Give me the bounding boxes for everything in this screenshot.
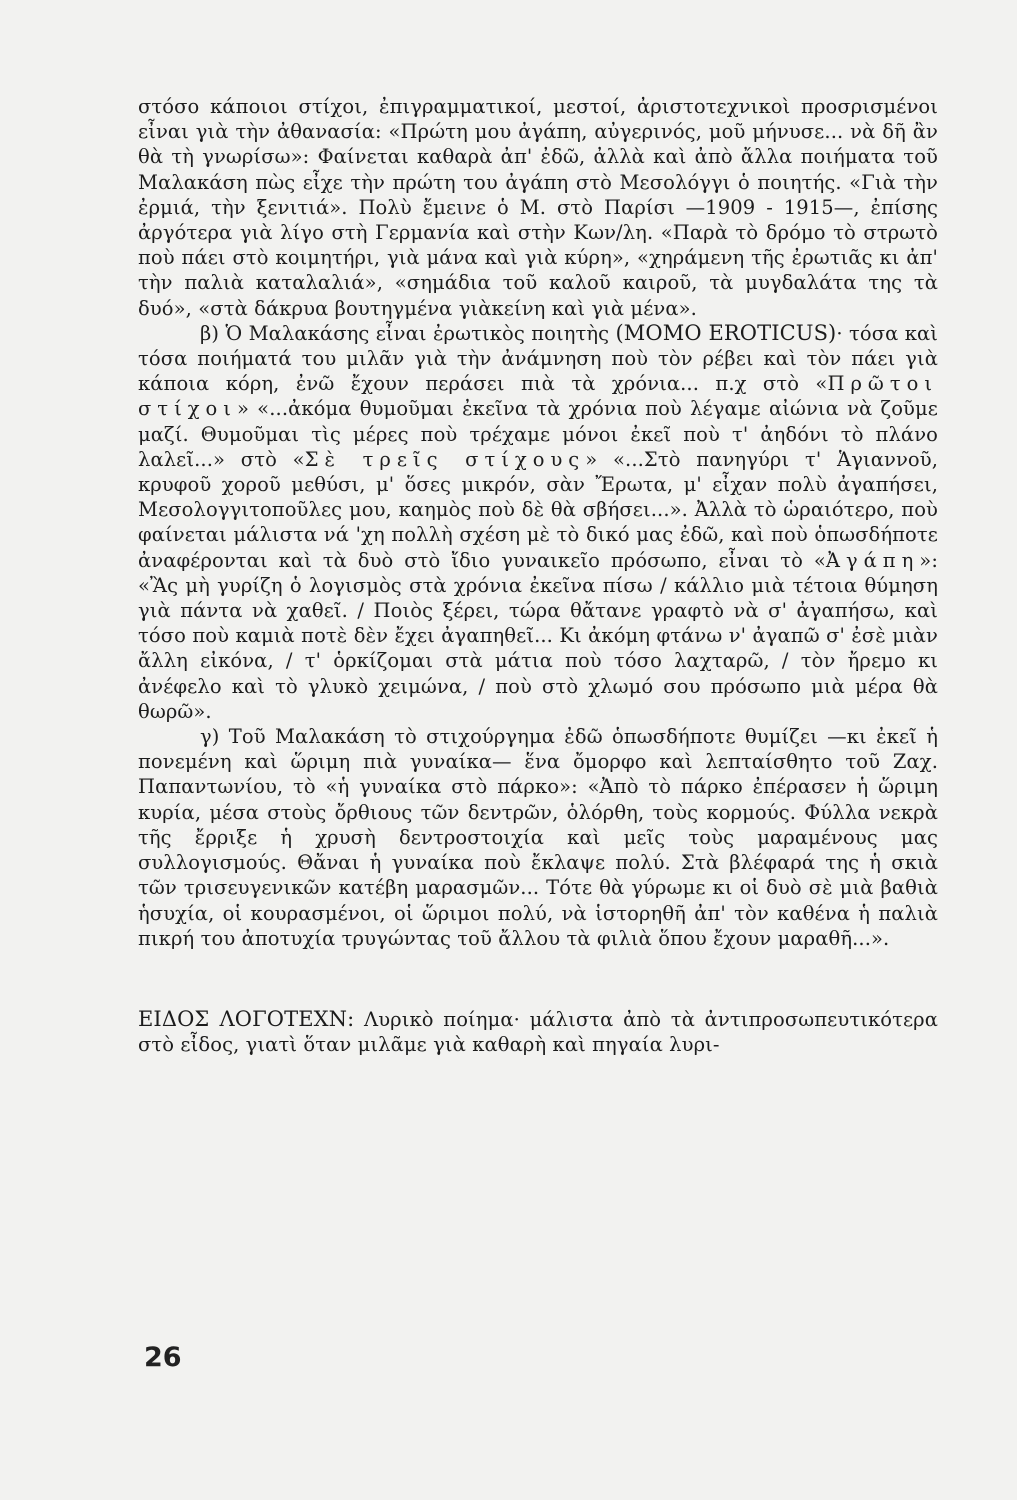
poem-title-first-verses: Πρῶτοι στίχοι bbox=[138, 372, 938, 421]
paragraph-c: γ) Τοῦ Μαλακάση τὸ στιχούργημα ἐδῶ ὁπωσδήποτε θυμίζει —κι ἐκεῖ ἡ πονεμένη καὶ ὥριμη πιὰ γυναίκα— ἕνα ὄμορφο καὶ λεπταίσθητο τοῦ Ζαχ. Παπαντωνίου, τὸ «ἡ γυναίκα στὸ πάρκο»: «Ἀπὸ τὸ πάρκο ἐπέρασεν ἡ ὥριμη κυρία, μέσα στοὺς ὄρθιους τῶν δεντρῶν, ὁλόρθη, τοὺς κορμούς. Φύλλα νεκρὰ τῆς ἔρριξε ἡ χρυσὴ δεντροστοιχία καὶ μεῖς τοὺς μαραμένους μας συλλογισμούς. Θἄναι ἡ γυναίκα ποὺ ἔκλαψε πολύ. Στὰ βλέφαρά της ἡ σκιὰ τῶν τρισευγενικῶν κατέβη μαρασμῶν... Τότε θὰ γύρωμε κι οἱ δυὸ σὲ μιὰ βαθιὰ ἡσυχία, οἱ κουρασμένοι, οἱ ὥριμοι πολύ, νὰ ἱστορηθῆ ἀπ' τὸν καθένα ἡ παλιὰ πικρή του ἀποτυχία τρυγώντας τοῦ ἄλλου τὰ φιλιὰ ὅπου ἔχουν μαραθῆ...». bbox=[138, 725, 938, 950]
body-text bbox=[138, 94, 938, 1057]
section-gap bbox=[138, 951, 938, 1007]
poem-title-three-verses: Σὲ τρεῖς στίχους bbox=[304, 447, 586, 471]
paragraph-b-text-b: » «...ἀκόμα θυμοῦμαι ἐκεῖνα τὰ χρόνια ποὺ λέγαμε αἰώνια νὰ ζοῦμε μαζί. Θυμοῦμαι τὶς μέρες ποὺ τρέχαμε μόνοι ἐκεῖ ποὺ τ' ἀηδόνι τὸ πλάνο λαλεῖ...» στὸ « bbox=[138, 397, 938, 471]
paragraph-continuation: στόσο κάποιοι στίχοι, ἐπιγραμματικοί, μεστοί, ἀριστοτεχνικοὶ προσρισμένοι εἶναι γιὰ τὴν ἀθανασία: «Πρώτη μου ἀγάπη, αὐγερινός, μοῦ μήνυσε... νὰ δῆ ἂν θὰ τὴ γνωρίσω»: Φαίνεται καθαρὰ ἀπ' ἐδῶ, ἀλλὰ καὶ ἀπὸ ἄλλα ποιήματα τοῦ Μαλακάση πὼς εἶχε τὴν πρώτη του ἀγάπη στὸ Μεσολόγγι ὁ ποιητής. «Γιὰ τὴν ἐρμιά, τὴν ξενιτιά». Πολὺ ἔμεινε ὁ Μ. στὸ Παρίσι —1909 - 1915—, ἐπίσης ἀργότερα γιὰ λίγο στὴ Γερμανία καὶ στὴν Κων/λη. «Παρὰ τὸ δρόμο τὸ στρωτὸ ποὺ πάει στὸ κοιμητήρι, γιὰ μάνα καὶ γιὰ κύρη», «χηράμενη τῆς ἐρωτιᾶς κι ἀπ' τὴν παλιὰ καταλαλιά», «σημάδια τοῦ καλοῦ καιροῦ, τὰ μυγδαλάτα της τὰ δυό», «στὰ δάκρυα βουτηγμένα γιὰκείνη καὶ γιὰ μένα». bbox=[138, 95, 938, 320]
paragraph-b-text: β) Ὁ Μαλακάσης εἶναι ἐρωτικὸς ποιητὴς bbox=[200, 321, 616, 345]
paragraph-b-text-c: » «...Στὸ πανηγύρι τ' Ἁγιαννοῦ, κρυφοῦ χοροῦ μεθύσι, μ' ὅσες μικρόν, σὰν Ἔρωτα, μ' εἶχαν πολὺ ἀγαπήσει, Μεσολογγιτοποῦλες μου, καημὸς ποὺ δὲ θὰ σβήσει...». Ἀλλὰ τὸ ὡραιότερο, ποὺ φαίνεται μάλιστα νά 'χη πολλὴ σχέση μὲ τὸ δικό μας ἐδῶ, καὶ ποὺ ὁπωσδήποτε ἀναφέρονται καὶ τὰ δυὸ στὸ ἴδιο γυναικεῖο πρόσωπο, εἶναι τὸ « bbox=[138, 447, 938, 572]
latin-phrase: (MOMO EROTICUS) bbox=[615, 320, 837, 345]
page-number: 26 bbox=[144, 1342, 182, 1373]
paragraph-genre bbox=[138, 1007, 938, 1057]
paragraph-b-text-a: · τόσα καὶ τόσα ποιήματά του μιλᾶν γιὰ τὴν ἀνάμνηση ποὺ τὸν ρέβει καὶ τὸν πάει γιὰ κάποια κόρη, ἐνῶ ἔχουν περάσει πιὰ τὰ χρόνια... π.χ στὸ « bbox=[138, 321, 939, 396]
genre-text: Λυρικὸ ποίημα· μάλιστα ἀπὸ τὰ ἀντιπροσωπευτικότερα στὸ εἶδος, γιατὶ ὅταν μιλᾶμε γιὰ καθαρὴ καὶ πηγαία λυρι- bbox=[138, 1007, 938, 1057]
paragraph-b bbox=[138, 321, 938, 724]
paragraph-b-text-d: »: «Ἂς μὴ γυρίζη ὁ λογισμὸς στὰ χρόνια ἐκεῖνα πίσω / κάλλιο μιὰ τέτοια θύμηση γιὰ πάντα νὰ χαθεῖ. / Ποιὸς ξέρει, τώρα θἄτανε γραφτὸ νὰ σ' ἀγαπήσω, καὶ τόσο ποὺ καμιὰ ποτὲ δὲν ἔχει ἀγαπηθεῖ... Κι ἀκόμη φτάνω ν' ἀγαπῶ σ' ἐσὲ μιὰν ἄλλη εἰκόνα, / τ' ὁρκίζομαι στὰ μάτια ποὺ τόσο λαχταρῶ, / τὸν ἤρεμο κι ἀνέφελο καὶ τὸ γλυκὸ χειμώνα, / ποὺ στὸ χλωμό σου πρόσωπο μιὰ μέρα θὰ θωρῶ». bbox=[138, 548, 938, 723]
poem-title-love: Ἀγάπη bbox=[825, 548, 920, 572]
genre-heading: ΕΙΔΟΣ ΛΟΓΟΤΕΧΝ: bbox=[138, 1006, 355, 1031]
